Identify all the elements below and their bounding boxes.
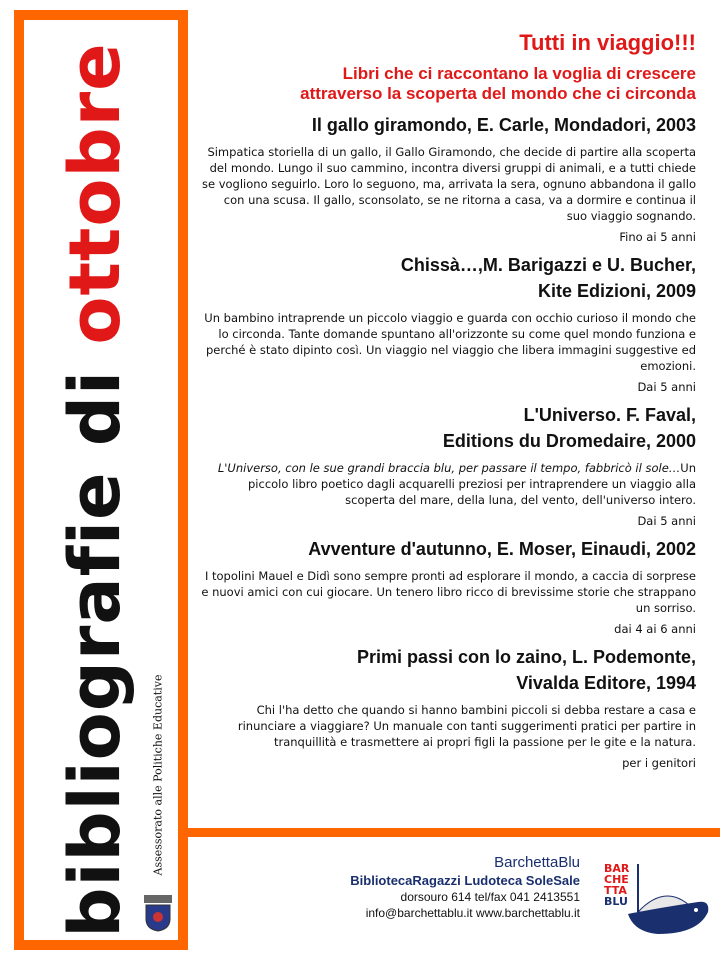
book-title: Il gallo giramondo, E. Carle, Mondadori, 2003 bbox=[311, 115, 696, 135]
book-description: Chi l'ha detto che quando si hanno bambini piccoli si debba restare a casa e rinunciare a viaggiare? Un manuale con tanti suggerimenti pratici per partire in tranquillità e trasmettere ai propri figli la passione per le gite e la natura. bbox=[237, 703, 696, 749]
svg-text:CHE: CHE bbox=[604, 873, 629, 886]
book-description bbox=[200, 460, 696, 508]
footer-subtitle: BibliotecaRagazzi Ludoteca SoleSale bbox=[350, 873, 580, 888]
book-age: per i genitori bbox=[622, 756, 696, 770]
book-entry bbox=[200, 112, 696, 244]
page-subtitle-line2: attraverso la scoperta del mondo che ci circonda bbox=[300, 84, 696, 103]
book-title bbox=[200, 644, 696, 696]
book-entry bbox=[200, 252, 696, 394]
book-entry bbox=[200, 402, 696, 528]
book-title-line2: Editions du Dromedaire, 2000 bbox=[442, 431, 696, 451]
svg-text:BLU: BLU bbox=[604, 895, 628, 908]
footer-name: BarchettaBlu bbox=[494, 854, 580, 871]
book-title: Avventure d'autunno, E. Moser, Einaudi, 2002 bbox=[308, 539, 696, 559]
orange-divider-bar bbox=[178, 828, 720, 837]
book-description: I topolini Mauel e Didì sono sempre pronti ad esplorare il mondo, a caccia di sorprese e nuovi amici con cui giocare. Un tenero libro ricco di brevissime storie che strappano un sorriso. bbox=[201, 569, 696, 615]
orange-frame-top bbox=[14, 10, 188, 20]
orange-frame-left bbox=[14, 10, 24, 950]
footer-contacts-line: info@barchettablu.it www.barchettablu.it bbox=[365, 906, 580, 920]
book-age: Dai 5 anni bbox=[637, 514, 696, 528]
main-content bbox=[200, 30, 696, 778]
book-title-line2: Vivalda Editore, 1994 bbox=[516, 673, 696, 693]
book-description: Simpatica storiella di un gallo, il Gallo Giramondo, che decide di partire alla scoperta del mondo. Lungo il suo cammino, incontra diversi gruppi di animali, e a tutti chiede se vogliono seguirlo. Loro lo seguono, ma, arrivata la sera, ognuno abbandona il gallo con una scusa. Il gallo, sconsolato, se ne ritorna a casa, va a dormire e continua il suo viaggio sognando. bbox=[201, 145, 696, 223]
book-title-line1: L'Universo. F. Faval, bbox=[523, 405, 696, 425]
book-entry bbox=[200, 644, 696, 770]
book-age: Fino ai 5 anni bbox=[619, 230, 696, 244]
orange-frame-right bbox=[178, 10, 188, 950]
book-title bbox=[200, 402, 696, 454]
footer-contacts bbox=[300, 853, 580, 921]
book-description-text: Un piccolo libro poetico dagli acquarelli preziosi per intraprendere un viaggio alla scoperta del mare, della luna, del vento, dell'universo intero. bbox=[248, 461, 696, 507]
book-age: dai 4 ai 6 anni bbox=[614, 622, 696, 636]
book-entry bbox=[200, 536, 696, 636]
svg-text:BAR: BAR bbox=[604, 862, 630, 875]
svg-text:TTA: TTA bbox=[604, 884, 627, 897]
book-age: Dai 5 anni bbox=[637, 380, 696, 394]
book-title-line1: Chissà…,M. Barigazzi e U. Bucher, bbox=[400, 255, 696, 275]
city-seal-icon bbox=[142, 893, 174, 933]
vertical-title-black: bibliografie di bbox=[54, 344, 136, 938]
vertical-subtitle: Assessorato alle Politiche Educative bbox=[151, 674, 165, 876]
book-description-italic: L'Universo, con le sue grandi braccia blu, per passare il tempo, fabbricò il sole… bbox=[217, 461, 681, 475]
book-title bbox=[200, 252, 696, 304]
page-subtitle bbox=[200, 64, 696, 104]
page-subtitle-line1: Libri che ci raccontano la voglia di crescere bbox=[342, 64, 696, 83]
footer-address: dorsouro 614 tel/fax 041 2413551 bbox=[400, 890, 580, 904]
orange-frame-bottom bbox=[14, 940, 188, 950]
barchettablu-logo-icon bbox=[598, 850, 713, 940]
book-description: Un bambino intraprende un piccolo viaggio e guarda con occhio curioso il mondo che lo circonda. Tante domande spuntano all'orizzonte su come quel mondo funziona e perché è stato dipinto così. Un viaggio nel viaggio che libera immagini suggestive ed emozioni. bbox=[204, 311, 696, 373]
book-title-line1: Primi passi con lo zaino, L. Podemonte, bbox=[356, 647, 696, 667]
page-title: Tutti in viaggio!!! bbox=[519, 30, 696, 55]
book-title-line2: Kite Edizioni, 2009 bbox=[537, 281, 696, 301]
vertical-title bbox=[54, 42, 136, 937]
vertical-title-red: ottobre bbox=[54, 42, 136, 345]
